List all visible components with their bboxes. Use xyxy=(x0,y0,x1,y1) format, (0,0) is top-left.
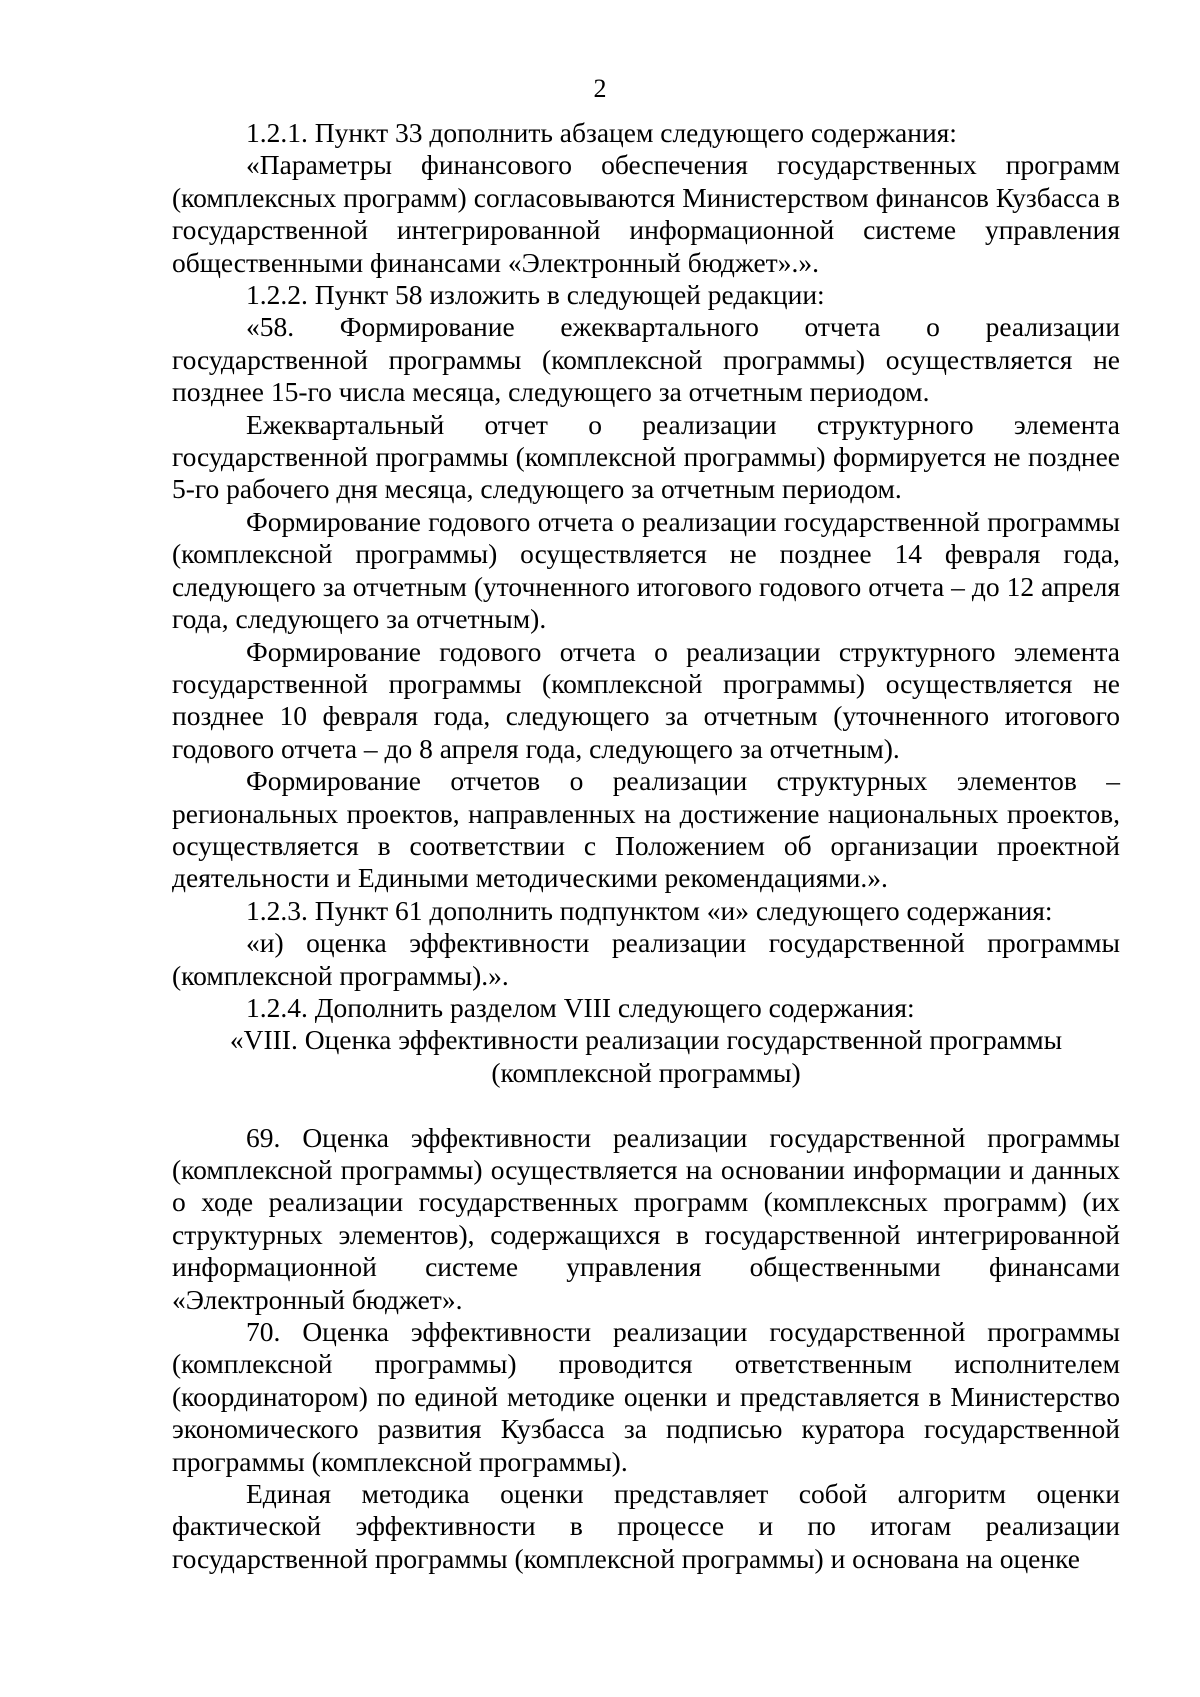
paragraph-annual-report: Формирование годового отчета о реализации государственной программы (комплексной программы) осуществляется не позднее 14 февраля года, следующего за отчетным (уточненного итогового годового отчета – до 12 апреля года, следующего за отчетным). xyxy=(172,505,1120,635)
paragraph-70: 70. Оценка эффективности реализации государственной программы (комплексной программы) проводится ответственным исполнителем (координатором) по единой методике оценки и представляется в Министерство экономического развития Кузбасса за подписью куратора государственной программы (комплексной программы). xyxy=(172,1316,1120,1477)
paragraph-structural-element-annual: Формирование годового отчета о реализации структурного элемента государственной программы (комплексной программы) осуществляется не позднее 10 февраля года, следующего за отчетным (уточненного итогового годового отчета – до 8 апреля года, следующего за отчетным). xyxy=(172,635,1120,764)
document-body xyxy=(172,117,1120,1575)
paragraph-budget-params: «Параметры финансового обеспечения государственных программ (комплексных программ) согласовываются Министерством финансов Кузбасса в государственной интегрированной информационной системе управления общественными финансами «Электронный бюджет».». xyxy=(172,149,1120,278)
paragraph-69: 69. Оценка эффективности реализации государственной программы (комплексной программы) осуществляется на основании информации и данных о ходе реализации государственных программ (комплексных программ) (их структурных элементов), содержащихся в государственной интегрированной информационной системе управления общественными финансами «Электронный бюджет». xyxy=(172,1121,1120,1315)
paragraph-1-2-2: 1.2.2. Пункт 58 изложить в следующей редакции: xyxy=(246,279,825,311)
paragraph-subpoint-i: «и) оценка эффективности реализации государственной программы (комплексной программы).». xyxy=(172,927,1120,991)
section-heading-line-2: (комплексной программы) xyxy=(491,1056,801,1088)
paragraph-unified-methodology: Единая методика оценки представляет собой алгоритм оценки фактической эффективности в процессе и по итогам реализации государственной программы (комплексной программы) и основана на оценке xyxy=(172,1478,1120,1574)
paragraph-structural-element-quarterly: Ежеквартальный отчет о реализации структурного элемента государственной программы (комплексной программы) формируется не позднее 5-го рабочего дня месяца, следующего за отчетным периодом. xyxy=(172,408,1120,505)
paragraph-58-quarterly-report: «58. Формирование ежеквартального отчета о реализации государственной программы (комплексной программы) осуществляется не позднее 15-го числа месяца, следующего за отчетным периодом. xyxy=(172,311,1120,408)
paragraph-regional-projects: Формирование отчетов о реализации структурных элементов – региональных проектов, направленных на достижение национальных проектов, осуществляется в соответствии с Положением об организации проектной деятельности и Едиными методическими рекомендациями.». xyxy=(172,765,1120,894)
page-number: 2 xyxy=(593,74,607,103)
section-heading-line-1: «VIII. Оценка эффективности реализации государственной программы xyxy=(229,1024,1063,1056)
paragraph-1-2-1: 1.2.1. Пункт 33 дополнить абзацем следующего содержания: xyxy=(246,117,957,148)
paragraph-1-2-3: 1.2.3. Пункт 61 дополнить подпунктом «и» следующего содержания: xyxy=(246,894,1053,926)
blank-line xyxy=(172,1089,1120,1121)
paragraph-1-2-4: 1.2.4. Дополнить разделом VIII следующего содержания: xyxy=(246,991,915,1023)
